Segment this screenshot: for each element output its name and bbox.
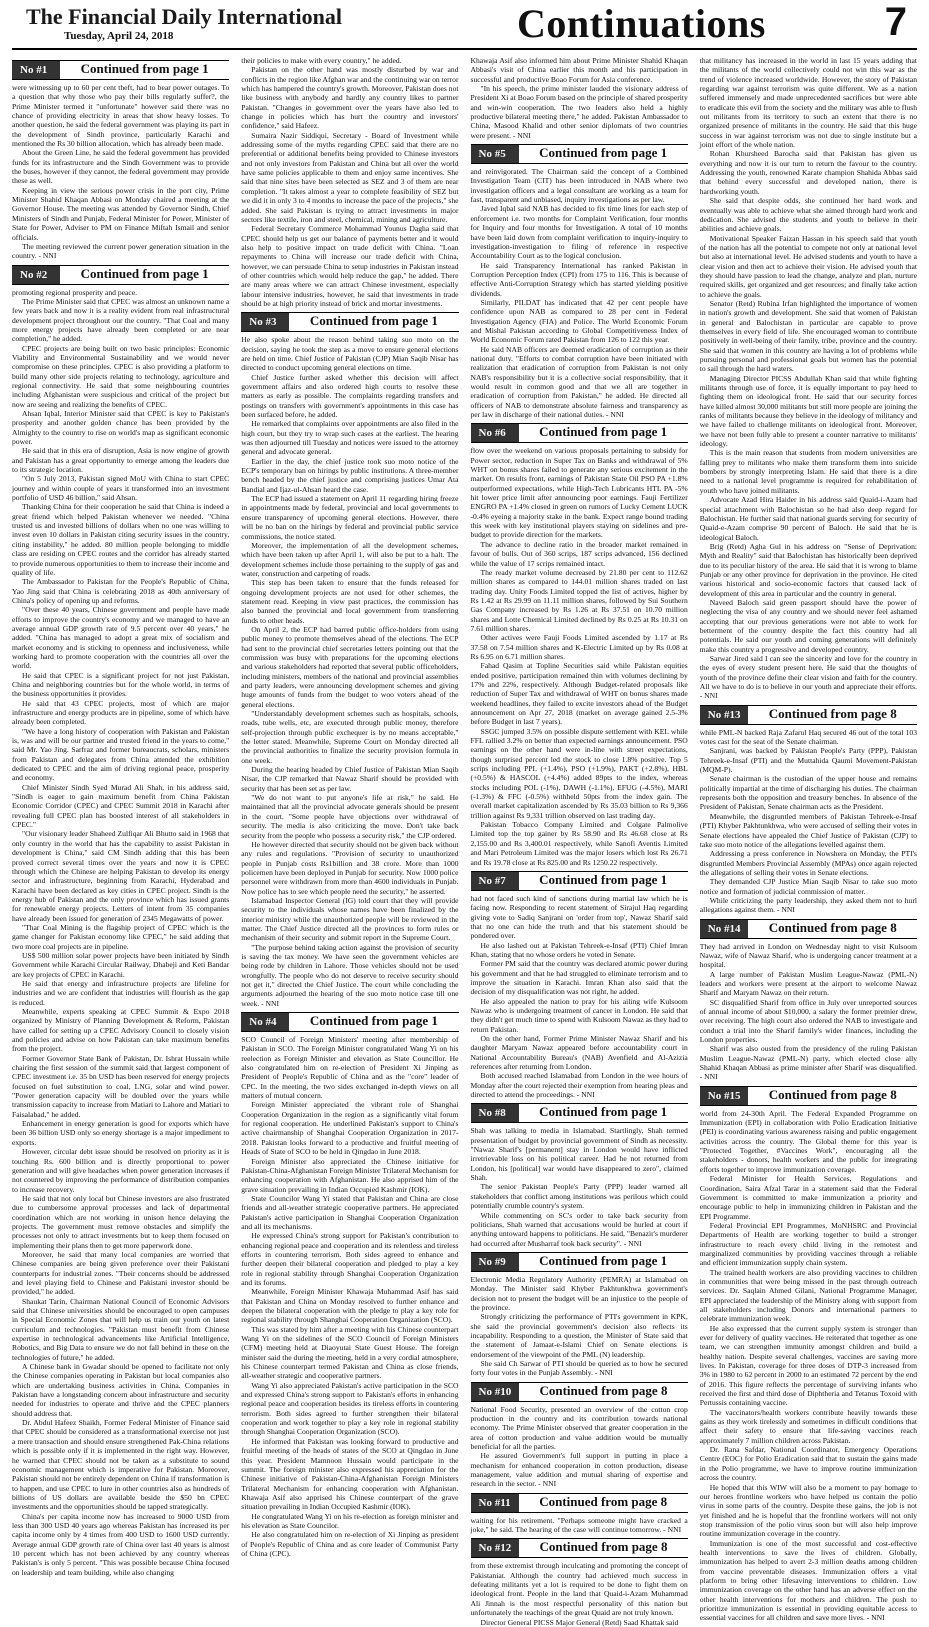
text-column (241, 56, 459, 1558)
paragraph: were witnessing up to 60 per cent theft, had to bear power outages. To a question that why those who pay their bills regularly suffer?, the Prime Minister termed it "unfortunate" however said there was no chance of providing electricity in areas that show heavy losses. To another question, he said the federal government was playing its part in the development of Sindh province, particularly Karachi and mentioned the Rs 30 billion allocation, which has already been made. (12, 83, 230, 149)
paragraph: China's per capita income now has increased to 9000 USD from less than 300 USD 40 years ago whereas Pakistan has increased its per capita income only by 4 times from 400 USD to 1600 USD currently. Average annual GDP growth rate of China over last 40 years is almost 10 percent which has not been achieved by any country whereas Pakistan's is only 5 percent. "This was possible because China focused on leadership and team building, while also changing (12, 1511, 230, 1577)
continued-heading: Continued from page 1 (309, 313, 438, 329)
paragraph: Dr. Rana Safdar, National Coordinator, Emergency Operations Centre (EOC) for Polio Eradication said that to sustain the gains made in the Polio programme, we have to improve routine immunization across the country. (699, 1445, 917, 1483)
paragraph: The advance to decline ratio in the broader market remained in favour of bulls. Out of 360 scrips, 187 scrips advanced, 156 declined while the value of 17 scrips remained intact. (470, 539, 688, 568)
paragraph: While criticizing the party leadership, they asked them not to hurl allegations against them. - NNI (699, 895, 917, 915)
paragraph: had not faced such kind of sanctions during martial law which he is facing now. Responding to recent statement of Sirajul Haq regarding giving vote to Sadiq Sanjrani on 'order from top', Nawaz Sharif said that no one can hide the truth and that his statement should be pondered over. (470, 893, 688, 941)
story-body (471, 446, 688, 866)
paragraph: Similarly, PILDAT has indicated that 42 per cent people have confidence upon NAB as compared to 28 per cent in Federal Investigation Agency (FIA) and Police. The World Economic Forum and Mishal Pakistan according to Global Competitiveness Index of World Economic Forum rated Pakistan from 126 to 122 this year. (470, 297, 688, 345)
paragraph: Moreover, he said that many local companies are worried that Chinese companies are being given preference over their Pakistani counterparts for industrial zones. "Their concerns should be addressed and level playing field to Chinese and Pakistani investor should be provided," he added. (12, 1249, 230, 1297)
story (471, 56, 688, 140)
story-body (471, 894, 688, 1100)
story-number: No #6 (471, 424, 519, 442)
paragraph: Javed Iqbal said NAB has decided to fix time lines for each step of enforcement i.e. two months for Complaint Verification, four months for Inquiry and four months for Investigation. A total of 10 months have been laid down from complaint verification to inquiry-inquiry to investigation-investigation to filing of reference in respective Accountability Court as to the logical conclusion. (470, 204, 688, 261)
paragraph: A Chinese bank in Gwadar should be opened to facilitate not only the Chinese companies operating in Pakistan but local companies also which are undertaking business activities in China. Companies in Pakistan have a longstanding concern about infrastructure and security needed for industries to operate and thrive and the CPEC planners should address that. (12, 1362, 230, 1418)
paragraph: Earlier in the day, the chief justice took suo moto notice of the ECP's temporary ban on hirings by public institutions. A three-member bench headed by the chief justice and comprising justices Umar Ata Bandial and Ijaz-ul-Ahsan heard the case. (241, 456, 459, 494)
story-body (471, 1275, 688, 1378)
story-number: No #3 (241, 313, 289, 331)
continued-heading: Continued from page 8 (768, 919, 897, 935)
text-column (699, 56, 917, 1623)
paragraph: Khawaja Asif also informed him about Prime Minister Shahid Khaqan Abbasi's visit of China earlier this month and his participation in successful and productive Boao Forum for Asia conference. (470, 56, 688, 84)
continued-heading: Continued from page 1 (539, 1104, 668, 1120)
paragraph: Fahad Qasim at Topline Securities said while Pakistan equities ended positive, participation remained thin with volumes declining by 17% and 22%, respectively. Although Budget-related proposals like reduction of Super Tax and withdrawal of WHT on bonus shares made weekend headlines, they failed to excite investors ahead of the Budget announcement on Apr 27, 2018 (market on average gained 2.5-3% before Budget in last 7 years). (470, 661, 688, 727)
paragraph: On the other hand, Former Prime Minister Nawaz Sharif and his daughter Maryam Nawaz appeared before accountability court in National Accountability Bureau's (NAB) Avenfield and Al-Azizia references after returning from London. (470, 1034, 688, 1072)
paragraph: He said NAB officers are deemed eradication of corruption as their national duty. "Efforts to combat corruption have been initiated with realization that eradication of corruption from Pakistan is not only NAB's responsibility but it is a collective social responsibility, that it would result in common good and that we all are together in eradication of corruption from Pakistan," he added. He directed all officers of NAB to demonstrate absolute fairness and transparency as per law in discharge of their national duties. - NNI (470, 344, 688, 420)
paragraph: Electronic Media Regulatory Authority (PEMRA) at Islamabad on Monday. The Minister said Khyber Pakhtunkhwa government's decision not to present the budget will be an injustice to the people of the province. (470, 1274, 688, 1312)
paragraph: They had arrived in London on Wednesday night to visit Kulsoom Nawaz, wife of Nawaz Sharif, who is undergoing cancer treatment at a hospital. (699, 941, 917, 970)
paragraph: Former PM said that the country was declared atomic power during his government and that he had struggled to eliminate terrorism and to improve the situation in Karachi. Imran Khan also said that the decision of my disqualification was not right, he added. (470, 959, 688, 997)
continued-heading: Continued from page 1 (80, 265, 209, 281)
story (471, 1382, 688, 1489)
story (700, 919, 917, 1082)
paragraph: However, circular debt issue should be resolved on priority as it is touching Rs. 600 billion and is directly proportional to power generation and will give headaches when power generation increases if not countered by improving the performance of distribution companies to increase recovery. (12, 1147, 230, 1194)
paragraph: Shaukat Tarin, Chairman National Council of Economic Advisors said that Chinese universities should be encouraged to open campuses in Special Economic Zones that will help us train our youth on latest curriculum and technologies. "Pakistan must benefit from Chinese expertise in technological advancements like Artificial Intelligence, Robotics, and Big Data to ensure we do not fall behind in these on the technologies of future," he added. (12, 1296, 230, 1362)
story (700, 56, 917, 701)
story-body (471, 56, 688, 140)
story (471, 1538, 688, 1626)
story-body (700, 942, 917, 1082)
paragraph: He informed that Pakistan was looking forward to productive and fruitful meeting of the heads of states of the SCO at Qingdao in June this year. President Mamnoon Hussain would participate in the summit. The foreign minister also expressed his appreciation for the Chinese initiative of Pakistan-China-Afghanistan Foreign Ministers Trilateral Mechanism for enhancing cooperation with Afghanistan. Khawaja Asif also apprised his Chinese counterpart of the grave situation prevailing in Indian Occupied Kashmir (IOK). (241, 1436, 459, 1512)
paragraph: Foreign Minister appreciated the vibrant role of Shanghai Cooperation Organization in the region as a significantly vital forum for regional cooperation. He underlined Pakistan's support to China's active chairmanship of Shanghai Cooperation Organization in 2017-2018. Pakistan looks forward to a productive and fruitful meeting of Heads of State of SCO to be held in Qingdao in June 2018. (241, 1100, 459, 1157)
paragraph: He assured Government's full support in putting in place a mechanism for enhanced cooperation in cotton production, disease management, value addition and mutual sharing of expertise and research in the sector. - NNI (470, 1451, 688, 1489)
paragraph: She said that despite odds, she continued her hard work and eventually was able to achieve what she aimed through hard work and dedication. She advised the students and youth to believe in their abilities and achieve goals. (699, 196, 917, 234)
paragraph: US$ 500 million solar power projects have been initiated by Sindh Government while Karachi Circular Railway, Dhabeji and Keti Bandar are key projects of CPEC in Karachi. (12, 950, 230, 979)
paragraph: Chief Justice further asked whether this decision will affect government affairs and also ordered high courts to resolve these matters as early as possible. The complaints regarding transfers and postings on transfers with government's appointments in this case has been surfaced before, he added. (241, 372, 459, 420)
story (471, 1493, 688, 1535)
paragraph: He hoped that this WIW will also be a moment to pay homage to our heroes frontline workers who have helped us contain the polio virus in some parts of the country. Despite these gains, the job is not yet finished and he is hopeful that the frontline workers will not only stop transmission of the polio virus soon but will also help improve routine immunization coverage in the country. (699, 1482, 917, 1539)
paragraph: Pakistan Tobacco Company Limited and Colgate Palmolive Limited top the top gainer by Rs 58.90 and Rs 46.68 close at Rs 2,155.00 and Rs 3,400.01 respectively, while Sanofi Aventis Limited and Mari Petroleum Limited was the major losers which lost Rs 26.71 and Rs 19.78 close at Rs 825.00 and Rs 1250.22 respectively. (470, 820, 688, 867)
paragraph: Chief Minister Sindh Syed Murad Ali Shah, in his address said, "Sindh is eager to gain maximum benefit from China Pakistan Economic Corridor (CPEC) and CPEC Summit 2018 in Karachi after revealing full CPEC plan has boosted interest of all stakeholders in CPEC." (12, 782, 230, 830)
story (12, 60, 229, 261)
story-header (471, 871, 688, 891)
paragraph: Shah was talking to media in Islamabad. Startlingly, Shah termed presentation of budget by provincial government of Sindh as necessity. "Nawaz Sharif's [permanent] stay in London would have inflicted irretrievable loss on his political career. Had he not returned from London, his [political] war would have disappeared to zero", claimed Shah. (470, 1126, 688, 1183)
paragraph: National Food Security, presented an overview of the cotton crop production in the country and its contribution towards national economy. The Prime Minister observed that greater cooperation in the area of cotton production and value addition would be mutually beneficial for all the parties. (470, 1404, 688, 1452)
paragraph: The senior Pakistan People's Party (PPP) leader warned all stakeholders that conflict among institutions was perilous which could potentially crumble country's system. (470, 1182, 688, 1211)
paragraph: Moreover, the implementation of all the development schemes, which have been taken up after April 1, will also be put to a halt. The development schemes include those pertaining to the supply of gas and water, construction and carpeting of roads. (241, 540, 459, 578)
paragraph: The vaccinators/health workers contribute heavily towards these gains as they work tirelessly and sometimes in difficult conditions that affect their safety to ensure that life-saving vaccines reach approximately 7 million children across Pakistan. (699, 1407, 917, 1445)
columns (12, 56, 917, 1627)
story-header (12, 60, 229, 80)
paragraph: A large number of Pakistan Muslim League-Nawaz (PML-N) leaders and workers were present at the airport to welcome Nawaz Sharif and Maryam Nawaz on their return. (699, 969, 917, 998)
paragraph: from these extremist through inculcating and promoting the concept of Pakistaniat. Although the country had achieved much success in defeating militants yet a lot is required to be done to fight them on ideological front. People in the land that Quaid-i-Azam Muhammad Ali Jinnah is the most respectful personality of this nation but unfortunately the teachings of the great Quaid are not truly known. (470, 1561, 688, 1618)
story-header (241, 1012, 458, 1032)
paragraph: The ready market volume decreased by 21.80 per cent to 112.62 million shares as compared to 144.01 million shares traded on last trading day. Unity Foods Limited topped the list of actives, higher by Rs 1.42 at Rs 29.99 on 11.11 million shares, followed by Sui Southern Gas Company increased by Rs 1.26 at Rs 37.51 on 10.70 million shares and Lotte Chemical Limited declined by Rs 0.25 at Rs 10.31 on 7.61 million shares. (470, 567, 688, 633)
paragraph: while PML-N backed Raja Zafarul Haq secured 46 out of the total 103 votes cast for the seat of the Senate chairman. (699, 727, 917, 747)
paragraph: This is the main reason that students from modern universities are falling prey to militants who make them transform them into suicide bombers by strongly interpreting Islam. He said that there is a dire need to a national level programme is required for rehabilitation of youth who have joined militants. (699, 448, 917, 495)
paragraph: The meeting reviewed the current power generation situation in the country. - NNI (12, 241, 230, 261)
story-header (241, 312, 458, 332)
paragraph: He congratulated Wang Yi on his re-election as foreign minister and his elevation as State Councilor. (241, 1511, 459, 1530)
story-header (471, 1382, 688, 1402)
publication-name: The Financial Daily International (26, 4, 342, 29)
paragraph: Islamabad Inspector General (IG) told court that they will provide security to the individuals whose names have been finalized by the interior ministry while the unauthorized people will be reviewed in the matter. The Chief Justice directed all the provinces to form rules or mechanism of their security and submit report in the Supreme Court. (241, 895, 459, 943)
paragraph: About the Green Line, he said the federal government has provided funds for its infrastructure and the Sindh Government was to provide the buses, however if they cannot, the federal government may provide these as well. (12, 148, 230, 186)
story-body (471, 1516, 688, 1535)
paragraph: Wang Yi also appreciated Pakistan's active participation in the SCO and expressed China's strong support to Pakistan's efforts in enhancing regional peace and cooperation besides its tireless efforts in countering terrorism. Both sides agreed to further strengthen their bilateral cooperation and work together to play a key role in regional stability through Shanghai Cooperation Organization (SCO). (241, 1380, 459, 1437)
paragraph: Managing Director PICSS Abdullah Khan said that while fighting militants through use of force, it is equally important to pay heed to fighting them on ideological front. He said that our security forces have killed almost 30,000 militants but still more people are joining the ranks of militants because they believe in the ideology of militancy and we have failed to challenge militants on ideological front. Moreover, we have not been fully able to present a counter narrative to militants' ideology. (699, 373, 917, 449)
paragraph: The trained health workers are also providing vaccines to children in communities that were being missed in the past through outreach services. Dr. Saqlain Ahmed Gilani, National Programme Manager, EPI appreciated the leadership of the Ministry along with support from all stakeholders including Donors and international partners to celebrate immunization week. (699, 1267, 917, 1324)
paragraph: Former Governor State Bank of Pakistan, Dr. Ishrat Hussain while chairing the first session of the summit said that largest component of CPEC investment i.e. 35 bn USD has been reserved for energy projects focused on fuel substitution to coal, LNG, solar and wind power. "Power generation capacity will be doubled over the years while transmission capacity to increase from Matiari to Lahore and Matiari to Faisalabad," he added. (12, 1053, 230, 1119)
paragraph: Dr. Abdul Hafeez Shaikh, Former Federal Minister of Finance said that CPEC should be considered as a transformational exercise not just a mere transaction and should ensure strengthened Pak-China relations which is possible only if it is implemented in the right way. However, he warned that CPEC should not be taken as a substitute to sound economic management which is imperative for Pakistan. Moreover, Pakistan should not be entirely dependent on China if transformation is to happen, and use CPEC to lure in other countries also as hundreds of billions of US dollars are available beside the $50 bn CPEC investments and the opportunities should be tapped strategically. (12, 1418, 230, 1512)
paragraph: State Councilor Wang Yi stated that Pakistan and China are close friends and all-weather strategic cooperative partners. He appreciated Pakistan's active participation in Shanghai Cooperation Organization and all its mechanisms. (241, 1193, 459, 1231)
paragraph: Advocate Azad Hira Haider in his address said Quaid-i-Azam had special attachment with Balochistan so he had also deep regard for Balochistan. He further said that national guards serving for security of Quaid-e-Azam comprise 90 percent of Baloch. He said that he is ideological Baloch. (699, 495, 917, 542)
paragraph: SC disqualified Sharif from office in July over unreported sources of annual income of about $10,000, a salary the former premier drew, over receiving. The high court also ordered the NAB to investigate and conduct a trial into the Sharif family's wider finances, including the London properties. (699, 997, 917, 1045)
story-body (700, 728, 917, 915)
continued-heading: Continued from page 1 (539, 424, 668, 440)
paragraph: "On 5 July 2013, Pakistan signed MoU with China to start CPEC journey and within couple of years it transformed into an investment portfolio of USD 46 billion," said Ahsan. (12, 474, 230, 503)
paragraph: Senate chairman is the custodian of the upper house and remains politically impartial at the time of discharging his duties. The chairman represents both the opposition and treasury benches. In absence of the President of Pakistan, Senate chairman acts as the President. (699, 774, 917, 812)
paragraph: On April 2, the ECP had barred public office-holders from using public money to promote themselves ahead of the elections. The ECP had sent to the provincial chief secretaries letters pointing out that the commission was busy with preparations for the upcoming elections and various stakeholders had reported that several public officeholders, including ministers, members of the national and provincial assemblies and party leaders, were announcing development schemes and giving huge amounts of funds from the budget to woo voters ahead of the general elections. (241, 624, 459, 709)
story (471, 1103, 688, 1247)
story-body (241, 56, 458, 308)
paragraph: Naveed Baloch said green passport should have the power of neglecting the visa of any country and we should never feel ashamed accepting that our previous generations were not able to work for betterment of the country despite the fact this country had all potentials. He said our youth and coming generations will definitely make this country a progressive and developed country. (699, 597, 917, 654)
paragraph: He also spoke about the reason behind taking suo moto on the decision, saying he took the step as a move to ensure general elections are held on time. Chief Justice of Pakistan (CJP) Mian Saqib Nisar has directed to conduct upcoming general elections on time. (241, 335, 459, 373)
paragraph: She said Ch Sarwar of PTI should be queried as to how he secured forty four votes in the Punjab Assembly. - NNI (470, 1358, 688, 1378)
story-body (471, 1405, 688, 1489)
story-header (471, 144, 688, 164)
story-number: No #13 (700, 706, 749, 724)
paragraph: Both accused reached Islamabad from London in the wee hours of Monday after the court rejected their exemption from hearing pleas and directed to attend the proceedings. - NNI (470, 1071, 688, 1100)
paragraph: He said that energy and infrastructure projects are lifeline for industries and we are confident that industries will flourish as the gap is reduced. (12, 978, 230, 1007)
paragraph: He also lashed out at Pakistan Tehreek-e-Insaf (PTI) Chief Imran Khan, stating that no whose orders he voted in Senate. (470, 940, 688, 959)
story-header (700, 705, 917, 725)
paragraph: Ahsan Iqbal, Interior Minister said that CPEC is key to Pakistan's prosperity and another golden chance has been provided by the Almighty to the country to rise on world's map as significant economic power. (12, 409, 230, 447)
paragraph: The Ambassador to Pakistan for the People's Republic of China, Yao Jing said that China is celebrating 2018 as 40th anniversary of China's policy of opening up and reforms. (12, 577, 230, 605)
paragraph: Addressing a press conference in Nowshera on Monday, the PTI's disgruntled Members Provincial Assembly (MPAs) once again rejected the allegations of selling their votes in Senate elections. (699, 849, 917, 877)
story-body (241, 335, 458, 1008)
paragraph: He also congratulated him on re-election of Xi Jinping as president of People's Republic of China and as core leader of Communist Party of China (CPC). (241, 1530, 459, 1558)
story-header (471, 1493, 688, 1513)
paragraph: Motivational Speaker Faizan Hassan in his speech said that youth of the nation has all the potential to compete not only at national level but also at international level. He advised students and youth to have a clear vision and then act to achieve their vision. He advised youth that they should have passion to lead the change, analyze and plan, nurture required skills, get organized and get resources; and finally take action to achieve the goals. (699, 233, 917, 299)
story-header (700, 919, 917, 939)
story (471, 423, 688, 866)
paragraph: "Thar Coal Mining is the flagship project of CPEC which is the game changer for Pakistan economy like CPEC," he said adding that two more coal projects are in pipeline. (12, 922, 230, 951)
continued-heading: Continued from page 8 (539, 1493, 668, 1509)
text-column (12, 56, 230, 1577)
story-body (471, 1561, 688, 1626)
story-header (471, 1252, 688, 1272)
paragraph: Keeping in view the serious power crisis in the port city, Prime Minister Shahid Khaqan Abbasi on Monday chaired a meeting at the Governor House. The meeting was attended by Governor Sindh, Chief Ministers of Sindh and Punjab, Federal Minister for Power, Minister of State for Power, Adviser to PM on Finance Miftah Ismail and senior officials. (12, 185, 230, 242)
paragraph: "We do not want to put anyone's life at risk," he said. He maintained that all the provincial advocate generals should be present in the court. "Some people have objections over withdrawal of security. The media is also criticizing the move. Don't take back security from the people who possess a security risk," the CJP ordered. (241, 793, 459, 840)
paragraph: Brig (Retd) Agha Gul in his address on "Sense of Deprivation: Myth and Reality" said that Balochistan has historically been deprived due to its peculiar history of the area. He said that it is wrong to blame Punjab or any other province for deprivation in the province. He cited various historical and socio-economic factors that caused lack of development of this area in particular and the country in general. (699, 541, 917, 598)
continued-heading: Continued from page 1 (539, 871, 668, 887)
paragraph: This was stated by him after a meeting with his Chinese counterpart Wang Yi on the sidelines of the SCO Council of Foreign Ministers (CFM) meeting held at Diaoyutai State Guest House. The foreign minister said the during the meeting, held in a very cordial atmosphere, his Chinese counterpart termed Pakistan and China as close friends, all-weather strategic and cooperative partners. (241, 1324, 459, 1381)
story-number: No #8 (471, 1104, 519, 1122)
paragraph: "We have a long history of cooperation with Pakistan and Pakistan is, was and will be our partner and trusted friend in the years to come," said Mr. Yao Jing. Sarfraz and former bureaucrats, scholars, ministers from Pakistan and delegates from China attended the exhibition dedicated to CPEC and the aim of driving regional peace, prosperity and economy. (12, 726, 230, 783)
paragraph: Senator (Retd) Rubina Irfan highlighted the importance of women in nation's growth and development. She said that women of Pakistan in general and Balochistan in particular are capable to prove themselves in every field of life. She encouraged woman to contribute positively in well-being of their family, tribe, province and the country. She said that women in this country are having a lot of problems while pursuing personal and professional goals but women has the potential to sail through the hard waters. (699, 298, 917, 374)
story-number: No #12 (471, 1539, 520, 1557)
issue-date: Tuesday, April 24, 2018 (64, 30, 174, 42)
paragraph: Sarwar Jired said I can see the sincerity and love for the country in the eyes of every student present here. He said that the thoughts of youth of the province define their clear vision and faith for the country. All we have to do is to believe in our youth and appreciate their efforts. - NNI (699, 654, 917, 701)
story-number: No #14 (700, 920, 749, 938)
paragraph: Other actives were Fauji Foods Limited ascended by 1.17 at Rs 37.58 on 7.54 million shares and K-Electric Limited up by Rs 0.08 at Rs 6.95 on 6.71 million shares. (470, 633, 688, 661)
paragraph: Enhancement in energy generation is good for exports which have been 36 billion USD only so energy shortage is a major impediment to exports. (12, 1119, 230, 1147)
paragraph: Meanwhile, the disgruntled members of Pakistan Tehreek-e-Insaf (PTI) Khyber Pakhtunkhwa, who were accused of selling their votes in Senate elections have appealed the Chief Justice of Pakistan (CJP) to take suo moto notice of the allegations levelled against them. (699, 811, 917, 849)
story-number: No #11 (471, 1494, 519, 1512)
page-number: 7 (884, 0, 907, 44)
paragraph: Federal Secretary Commerce Mohammad Younus Dagha said that CPEC should help us get our balance of payments better and it would also help to positive impact on trade deficit with China. "Loan repayments to China will increase our trade deficit with China, however, we can persuade China to setup industries in Pakistan instead of other countries which would help reduce the gap," he added. There are many areas where we can attract Chinese investment, especially labour intensive industries, however, he said that investments in trade should be at high priority instead of brick and mortar investments. (241, 224, 459, 308)
continued-heading: Continued from page 8 (539, 1539, 668, 1555)
story-header (471, 423, 688, 443)
continued-heading: Continued from page 8 (539, 1382, 668, 1398)
story (700, 705, 917, 915)
paragraph: "Over these 40 years, Chinese government and people have made efforts to improve the country's economy and we managed to have an average annual GDP growth rate of 9.5 percent over 40 years," he added. "China has managed to adopt a great mix of socialism and market economy and is sticking to openness and inclusiveness, while working hard to promote cooperation with the countries all over the world. (12, 605, 230, 671)
story-header (700, 1086, 917, 1106)
paragraph: Pakistan on the other hand was mostly disturbed by war and conflicts in the region like Afghan war and the continuing war on terror which has hampered the country's growth. Moreover, Pakistan does not like business with anybody and hardly any country likes to partner Pakistan. "Changes in government over the years have also led to change in policies which has hurt the country and investors' confidence," said Hafeez. (241, 65, 459, 131)
continued-heading: Continued from page 8 (768, 705, 897, 721)
paragraph: Rohan Khursheed Barocha said that Pakistan has given us everything and now it is our turn to return the favour to the country. Addressing the youth, renowned Karate champion Shahida Abbas said that behind every successful and developed nation, there is hardworking youth. (699, 149, 917, 196)
story-number: No #4 (241, 1013, 289, 1031)
story-header (12, 265, 229, 285)
paragraph: SSGC jumped 3.5% on possible dispute settlement with KEL while FFL rallied 3.2% on better than expected earnings announcement. PSO earnings on the other hand were in-line with street expectations, though surprised percent led the stock to close 1.8% positive. Top 5 scrips including PPL (+1.4%), PSO (+1.9%), PAKT (+2.8%), HBL (+0.5%) & HASCOL (+4.4%) added 89pts to the index, whereas stocks including POL (-1%), DAWH (-1.1%), EFUG (-4.5%), MARI (-1.3%) & FFC (-0.5%) withheld 50pts from the index gain. The overall market capitalization ascended by Rs 35.03 billion to Rs 9,366 trillion against Rs 9,331 trillion observed on last trading day. (470, 726, 688, 820)
story (471, 1252, 688, 1378)
paragraph: CPEC projects are being built on two basic principles: Economic Viability and Environmental Sustainability and we would never compromise on these principles. CPEC is also providing a platform to build many other side projects relating to technology, agriculture and regional connectivity. He said that some neighbouring countries including Afghanistan were suspicious and critical of the project but now are seeing and realizing the benefits of CPEC. (12, 343, 230, 409)
paragraph: world from 24-30th April. The Federal Expanded Programme on Immunization (EPI) in collaboration with Polio Eradication Initiative (PEI) is coordinating various awareness raising and public engagement activities across the country. The Global theme for this year is "Protected Together, #Vaccines Work", encouraging all the stakeholders - donors, health workers and the public for integrating efforts together to improve immunization coverage. (699, 1108, 917, 1174)
story (700, 1086, 917, 1623)
paragraph: Foreign Minister also appreciated the Chinese initiative for Pakistan-China-Afghanistan Foreign Minister Trilateral Mechanism for enhancing cooperation with Afghanistan. He also apprised him of the grave situation prevailing in Indian Occupied Kashmir (IOK). (241, 1156, 459, 1194)
story-body (12, 83, 229, 261)
paragraph: This step has been taken to ensure that the funds released for ongoing development projects are not used for other schemes, the statement read. Keeping in view past practices, the commission has also banned the provincial and local government from transferring funds to other heads. (241, 578, 459, 625)
paragraph: He said Transparency International has ranked Pakistan in Corruption Perception Index (CPI) from 175 to 116. This is because of effective Anti-Corruption Strategy which has started yielding positive dividends. (470, 260, 688, 298)
paragraph: Meanwhile, Foreign Minister Khawaja Muhammad Asif has said that Pakistan and China on Monday resolved to further enhance and deepen the bilateral cooperation with the pledge to play a key role for regional stability through Shanghai Cooperation Organization (SCO). (241, 1287, 459, 1325)
story-body (241, 1035, 458, 1558)
paragraph: He expressed China's strong support for Pakistan's contribution to enhancing regional peace and cooperation and its relentless and tireless efforts in countering terrorism. Both sides agreed to enhance and further deepen their bilateral cooperation and pledged to play a key role in regional stability through Shanghai Cooperation Organization and its forums. (241, 1231, 459, 1287)
story-body (700, 1109, 917, 1623)
story-number: No #1 (12, 61, 60, 79)
story-body (700, 56, 917, 701)
story-body (12, 288, 229, 1577)
paragraph: He however directed that security should not be given back without any rules and regulations. "Provision of security to unauthorized people in Punjab costs Rs1billion and 38 crore. More than 1000 policemen have been deployed in Punjab for security. Now 1000 police personnel were withdrawn from more than 4600 individuals in Punjab. Now police has to see which people need the security," he asserted. (241, 839, 459, 896)
paragraph: Strongly criticizing the performance of PTI's government in KPK, she said the provincial government's decision also reflects its incapability. Responding to a question, the Minister of State said that the statement of Jamaat-e-Islami Chief on Senate elections is endorsement of the viewpoint of the PML (N) leadership. (470, 1312, 688, 1359)
paragraph: Federal Minister for Health Services, Regulations and Coordination, Saira Afzal Tarar in a statement said that the Federal Government is committed to make immunization a priority and encourage public to help in immunizing children in Pakistan and the EPI Programme. (699, 1174, 917, 1221)
story-number: No #10 (471, 1383, 520, 1401)
story (471, 144, 688, 419)
story-header (471, 1538, 688, 1558)
paragraph: He said that CPEC is a significant project for not just Pakistan, China and neighboring countries but for the whole world, in terms of the business opportunities it provides. (12, 670, 230, 699)
story (241, 312, 458, 1008)
story-header (471, 1103, 688, 1123)
paragraph: He said that in this era of disruption, Asia is now engine of growth and Pakistan has a great opportunity to emerge among the leaders due to its strategic location. (12, 446, 230, 475)
story (471, 871, 688, 1100)
story-number: No #9 (471, 1253, 519, 1271)
paragraph: While commenting on SC's order to take back security from politicians, Shah warned that accusations would be hurled at court if anything untoward happens to politicians. He said, "Benazir's murderer had occurred after Musharraf took back security". - NNI (470, 1210, 688, 1248)
story-body (471, 167, 688, 419)
paragraph: He said that not only local but Chinese investors are also frustrated due to cumbersome approval processes and lack of departmental coordination which are not working in unison hence delaying the projects. The government must remove obstacles and simplify the processes not only to attract investments but to keep them focused on implementing their plans then to get more paperwork done. (12, 1193, 230, 1250)
paragraph: He said that 43 CPEC projects, most of which are major infrastructure and energy products are in pipeline, some of which have already been completed. (12, 698, 230, 727)
masthead (12, 0, 917, 50)
paragraph: Sanjrani, was backed by Pakistan People's Party (PPP), Pakistan Tehreek-e-Insaf (PTI) and the Muttahida Qaumi Movement-Pakistan (MQM-P). (699, 746, 917, 775)
text-column (470, 56, 688, 1627)
story (241, 1012, 458, 1558)
paragraph: "In his speech, the prime minister lauded the visionary address of President Xi at Boao Forum based on the principle of shared prosperity and win-win cooperation. The two leaders also held a highly productive bilateral meeting there," he added. Pakistan Ambassador to China, Masood Khalid and other senior diplomats of two countries were present. - NNI (470, 84, 688, 140)
paragraph: Immunization is one of the most successful and cost-effective health interventions to save the lives of children. Globally, immunization has helped to avert 2-3 million deaths among children from vaccine preventable diseases. Immunization offers a vital platform to bring other lifesaving interventions to children. Low immunization coverage on the other hand has an adverse effect on the other health interventions for mothers and children. The push to prioritize immunization is essential in providing equitable access to essential vaccines for all children and save more lives. - NNI (699, 1538, 917, 1623)
paragraph: and reinvigorated. The Chairman said the concept of a Combined Investigation Team (CIT) has been introduced in NAB where two investigation officers and a legal consultant are working as a team for fast, transparent and unbiased, inquiry investigations as per law. (470, 167, 688, 205)
section-title: Continuations (517, 1, 766, 46)
continued-heading: Continued from page 1 (539, 145, 668, 161)
paragraph: SCO Council of Foreign Ministers' meeting after membership of Pakistan in SCO. The Foreign Minister congratulated Wang Yi on his reelection as Foreign Minister and elevation as State Councillor. He also congratulated him on re-election of President Xi Jinping as President of People's Republic of China and as the "core" leader of CPC. In the meeting, the two sides exchanged in-depth views on all matters of mutual concern. (241, 1035, 459, 1101)
paragraph: They demanded CJP Justice Mian Saqib Nisar to take suo moto notice and formation of judicial commission of matter. (699, 877, 917, 896)
story (241, 56, 458, 308)
paragraph: Thanking China for their cooperation he said that China is indeed a great friend which helped Pakistan whenever we needed. "China trusted us and invested billions of dollars when no one was willing to invest even 10 dollars in Pakistan citing security issues in the country, citing instability," he added. 80 million people belonging to middle class are residing on CPEC routes and the corridor has already started to provide numerous opportunities to them to increase their income and quality of life. (12, 502, 230, 577)
paragraph: waiting for his retirement. "Perhaps someone might have cracked a joke," he said. The hearing of the case will continue tomorrow. - NNI (470, 1515, 688, 1535)
story-body (471, 1126, 688, 1247)
paragraph: He also appealed the nation to pray for his ailing wife Kulsoom Nawaz who is undergoing treatment of cancer in London. He said that they didn't get much time to spend with Kulsoom Nawaz as they had to return Pakistan. (470, 996, 688, 1034)
paragraph: During the hearing headed by Chief Justice of Pakistan Mian Saqib Nisar, the CJP remarked that Nawaz Sharif should be provided with security that has been set as per law. (241, 765, 459, 793)
continued-heading: Continued from page 1 (539, 1252, 668, 1268)
paragraph: Sharif was also ousted from the presidency of the ruling Pakistan Muslim League-Nawaz (PML-N) party, which elected close ally Shahid Khaqan Abbasi as prime minister after Sharif was disqualified. - NNI (699, 1044, 917, 1082)
story-number: No #7 (471, 872, 519, 890)
paragraph: Director General PICSS Major General (Retd) Saad Khattak said (480, 1617, 679, 1627)
paragraph: The ECP had issued a statement on April 11 regarding hiring freeze in appointments made by federal, provincial and local governments to ensure transparency of upcoming general elections. However, there will be no ban on the hirings by federal and provincial public service commissions, the notice stated. (241, 494, 459, 541)
paragraph: "Understandably development schemes such as hospitals, schools, roads, tube wells, etc, are executed through public money, therefore self-projection through public exchequer is by no means acceptable," the letter stated. Meanwhile, Supreme Court on Monday directed all the provincial authorities to finalize the security provision formula in one week. (241, 709, 459, 765)
story-number: No #15 (700, 1087, 749, 1105)
continued-heading: Continued from page 1 (80, 61, 209, 76)
paragraph: Meanwhile, experts speaking at CPEC Summit & Expo 2018 organized by Ministry of Planning Development & Reform, Pakistan have called for setting up a CPEC Advisory Council to closely vision and policies and advise on how Pakistan can take maximum benefits from the project. (12, 1007, 230, 1054)
paragraph: "Our visionary leader Shaheed Zulfiqar Ali Bhutto said in 1968 that only country in the world that has the capability to assist Pakistan in development is China," said CM Sindh adding that this has been proved correct several times over the years and now it is CPEC through which the Chinese are helping Pakistan to develop its energy sector and infrastructure, beginning from Karachi, Hyderabad and Karachi have been declared as key cities in CPEC project. Sindh is the energy hub of Pakistan and the only province which has issued grants for renewable energy projects. Letters of intent from 35 companies have already been issued for generation of 2345 Megawatts of power. (12, 829, 230, 923)
paragraph: Sumaira Nazir Siddiqui, Secretary - Board of Investment while addressing some of the myths regarding CPEC said that there are no preferential or additional benefits being provided to Chinese investors and not only investors from Pakistan and China but all over the world have same policies applicable to them and enjoy same incentives. She said that nine sites have been selected as SEZ and 3 of them are near completion. "It takes almost a year to complete feasibility of SEZ but we did it in only 3 to 4 months to increase the pace of the projects," she added. She said Pakistan is trying to attract investments in major sectors like textile, iron and steel, chemical, mining and agriculture. (241, 130, 459, 224)
paragraph: that militancy has increased in the world in last 15 years adding that the militants of the world collectively could not win this war as the trend of violence increased worldwide. However, the story of Pakistan regarding war against terrorism was quite different. We as a nation suffered immensely and made unprecedented sacrifices but were able to eradicate this evil from the society and the military was able to flush out militants from its territory to such an extent that there is no organized presence of militants in the country. He said that this huge success in war against terrorism was not due to single institute but a joint effort of the whole nation. (699, 56, 917, 150)
paragraph: The Prime Minister said that CPEC was almost an unknown name a few years back and now it is a reality evident from real infrastructural development project throughout our the country. "That Coal and many more energy projects have already been completed or are near completion," he added. (12, 296, 230, 344)
continued-heading: Continued from page 8 (768, 1086, 897, 1102)
story-number: No #2 (12, 266, 60, 284)
paragraph: "The purpose behind taking action against the provision of security is saving the tax money. We have seen the government vehicles are being rode by children in Lahore. Those vehicles should not be used wrongfully. The people who do not deserve to receive security should not get it," directed the Chief Justice. The court while concluding the arguments adjourned the hearing of the suo moto notice case till one week. - NNI (241, 942, 459, 1008)
continued-heading: Continued from page 1 (309, 1013, 438, 1029)
paragraph: flow over the weekend on various proposals pertaining to subsidy for Power sector, reduction in Super Tax on Banks and withdrawal of 5% WHT on bonus shares failed to generate any serious excitement in the market. On results front, earnings of Pakistan State Oil PSO PA +1.8% outperformed expectations, while High-Tech Lubricants HTL PA -5% hit lower price limit after announcing poor earnings. Fauji Fertilizer ENGRO PA +1.4% closed in green on rumors of Lucky Cement LUCK -0.4% eyeing a majority stake in the bank. Expect range bound trading this week with key institutional players staying on sidelines and pre-budget to provide direction for the markets. (470, 446, 688, 540)
paragraph: their policies to make with every country," he added. (241, 56, 402, 65)
paragraph: promoting regional prosperity and peace. (12, 287, 138, 297)
paragraph: He also expressed that the current supply system is stronger than ever for delivery of quality vaccines. He reiterated that together as one team, we can strengthen immunity amongst children and build a healthy nation. Despite several challenges, vaccines are saving more lives. In Pakistan, coverage for three doses of DTP-3 increased from 3% in 1980 to 62 percent in 2000 to an estimated 72 percent by the end of 2016. This figure reflects the percentage of surviving infants who received the first and third dose of Diphtheria and Tetanus Toxoid with Pertussis containing vaccine. (699, 1323, 917, 1408)
story-number: No #5 (471, 145, 519, 163)
paragraph: Federal Provincial EPI Programmes, MoNHSRC and Provincial Departments of Health are working together to build a stronger infrastructure to reach every child living in the remotest and marginalized communities by providing vaccines through a reliable and efficient immunization supply chain system. (699, 1220, 917, 1268)
story (12, 265, 229, 1577)
paragraph: He remarked that complaints over appointments are also filed in the high court, but they try to wrap such cases at the earliest. The hearing was then adjourned till Tuesday and notices were issued to the attorney general and advocate general. (241, 419, 459, 457)
